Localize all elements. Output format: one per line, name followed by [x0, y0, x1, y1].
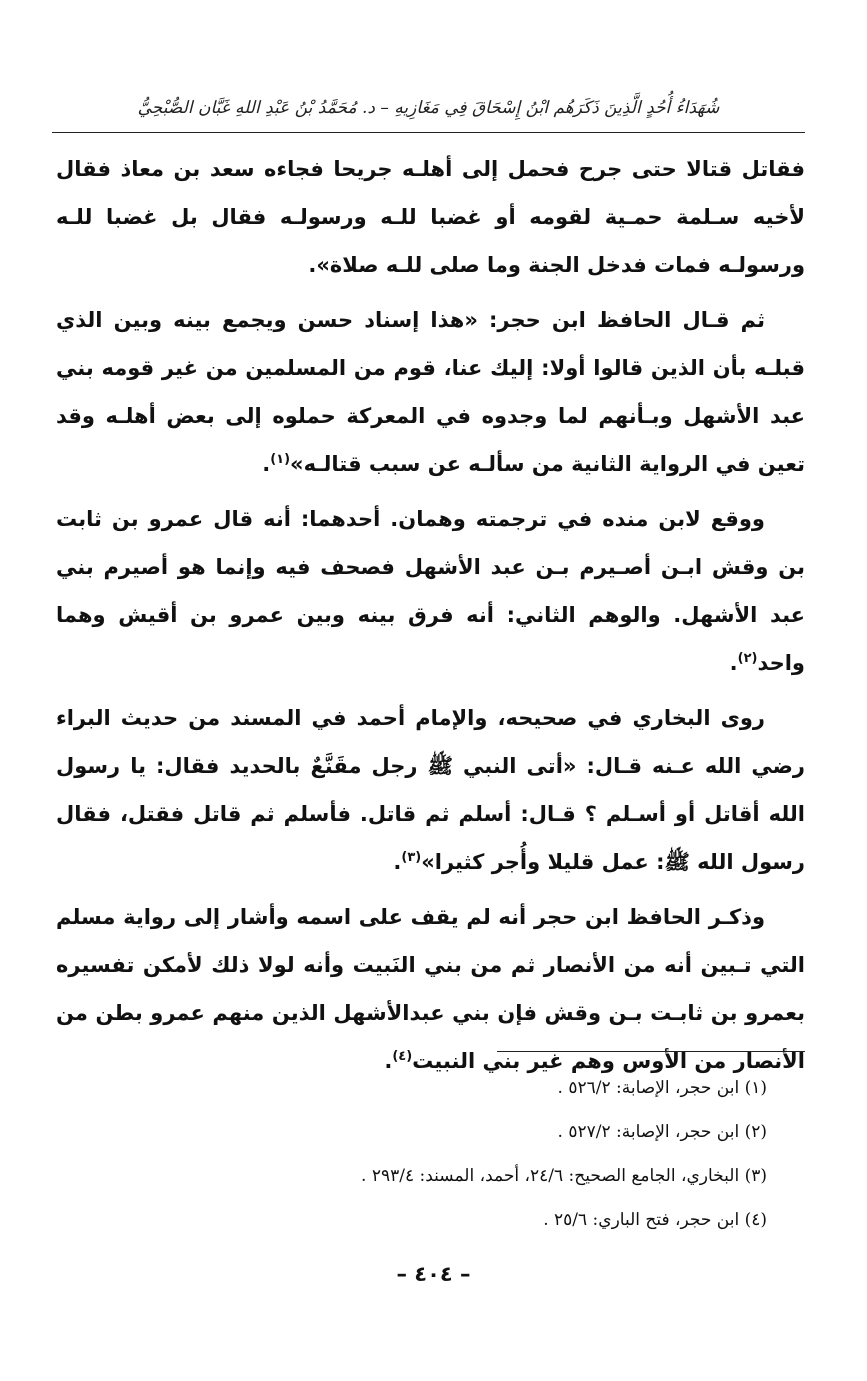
page-number: – ٤٠٤ – [396, 1262, 471, 1286]
paragraph-4-period: . [393, 850, 402, 874]
footnote-ref-3[interactable]: (٣) [401, 850, 422, 865]
paragraph-2-period: . [262, 452, 271, 476]
paragraph-5-text: وذكـر الحافظ ابن حجر أنه لم يقف على اسمه وأشار إلى رواية مسلم التي تـبين أنه من الأنصار ثم من بني النَبيت وأنه لولا ذلك لأمكن تفسيره بعمرو بن ثابـت بـن وقش فإن بني عبدالأشهل الذين منهم عمرو بطن من الأنصار من الأوس وهم غير بني النبيت [56, 905, 805, 1073]
paragraph-5 [56, 893, 805, 1085]
paragraph-3 [56, 495, 805, 687]
footnote-ref-2[interactable]: (٢) [737, 651, 758, 666]
main-text [56, 145, 805, 1092]
footnote-ref-4[interactable]: (٤) [392, 1049, 413, 1064]
footnote-1: (١) ابن حجر، الإصابة: ٥٢٦/٢ . [557, 1078, 767, 1098]
footnote-4: (٤) ابن حجر، فتح الباري: ٢٥/٦ . [543, 1210, 767, 1230]
running-header: شُهَدَاءُ أُحُدٍ الَّذِينَ ذَكَرَهُم ابْنُ إِسْحَاقَ فِي مَغَازِيهِ – د. مُحَمَّدُ بْنُ عَبْدِ اللهِ غَبَّان الصُّبْحِيُّ [137, 98, 720, 118]
paragraph-3-period: . [729, 651, 738, 675]
footnote-2: (٢) ابن حجر، الإصابة: ٥٢٧/٢ . [557, 1122, 767, 1142]
footnote-divider [497, 1051, 805, 1052]
paragraph-3-text: ووقع لابن منده في ترجمته وهمان. أحدهما: أنه قال عمرو بن ثابت بن وقش ابـن أصـيرم بـن عبد الأشهل فصحف فيه وإنما هو أصيرم بني عبد الأشهل. والوهم الثاني: أنه فرق بينه وبين عمرو بن أقيش وهما واحد [56, 507, 805, 675]
footnote-ref-1[interactable]: (١) [270, 452, 291, 467]
header-divider [52, 132, 805, 133]
paragraph-2-text: ثم قـال الحافظ ابن حجر: «هذا إسناد حسن ويجمع بينه وبين الذي قبلـه بأن الذين قالوا أولا: إليك عنا، قوم من المسلمين من غير قومه بني عبد الأشهل وبـأنهم لما وجدوه في المعركة حملوه إلى بعض أهلـه وقد تعين في الرواية الثانية من سألـه عن سبب قتالـه» [56, 308, 805, 476]
footnotes [60, 1066, 767, 1242]
paragraph-5-period: . [384, 1049, 393, 1073]
paragraph-4-text: روى البخاري في صحيحه، والإمام أحمد في المسند من حديث البراء رضي الله عـنه قـال: «أتى النبي ﷺ رجل مقَنَّعٌ بالحديد فقال: يا رسول الله أقاتل أو أسـلم ؟ قـال: أسلم ثم قاتل. فأسلم ثم قاتل فقتل، فقال رسول الله ﷺ: عمل قليلا وأُجر كثيرا» [56, 706, 805, 874]
paragraph-1: فقاتل قتالا حتى جرح فحمل إلى أهلـه جريحا فجاءه سعد بن معاذ فقال لأخيه سـلمة حمـية لقومه أو غضبا للـه ورسولـه فقال بل غضبا للـه ورسولـه فمات فدخل الجنة وما صلى للـه صلاة». [56, 157, 805, 277]
paragraph-4 [56, 694, 805, 886]
paragraph-2 [56, 296, 805, 488]
footnote-3: (٣) البخاري، الجامع الصحيح: ٢٤/٦، أحمد، المسند: ٢٩٣/٤ . [361, 1166, 767, 1186]
